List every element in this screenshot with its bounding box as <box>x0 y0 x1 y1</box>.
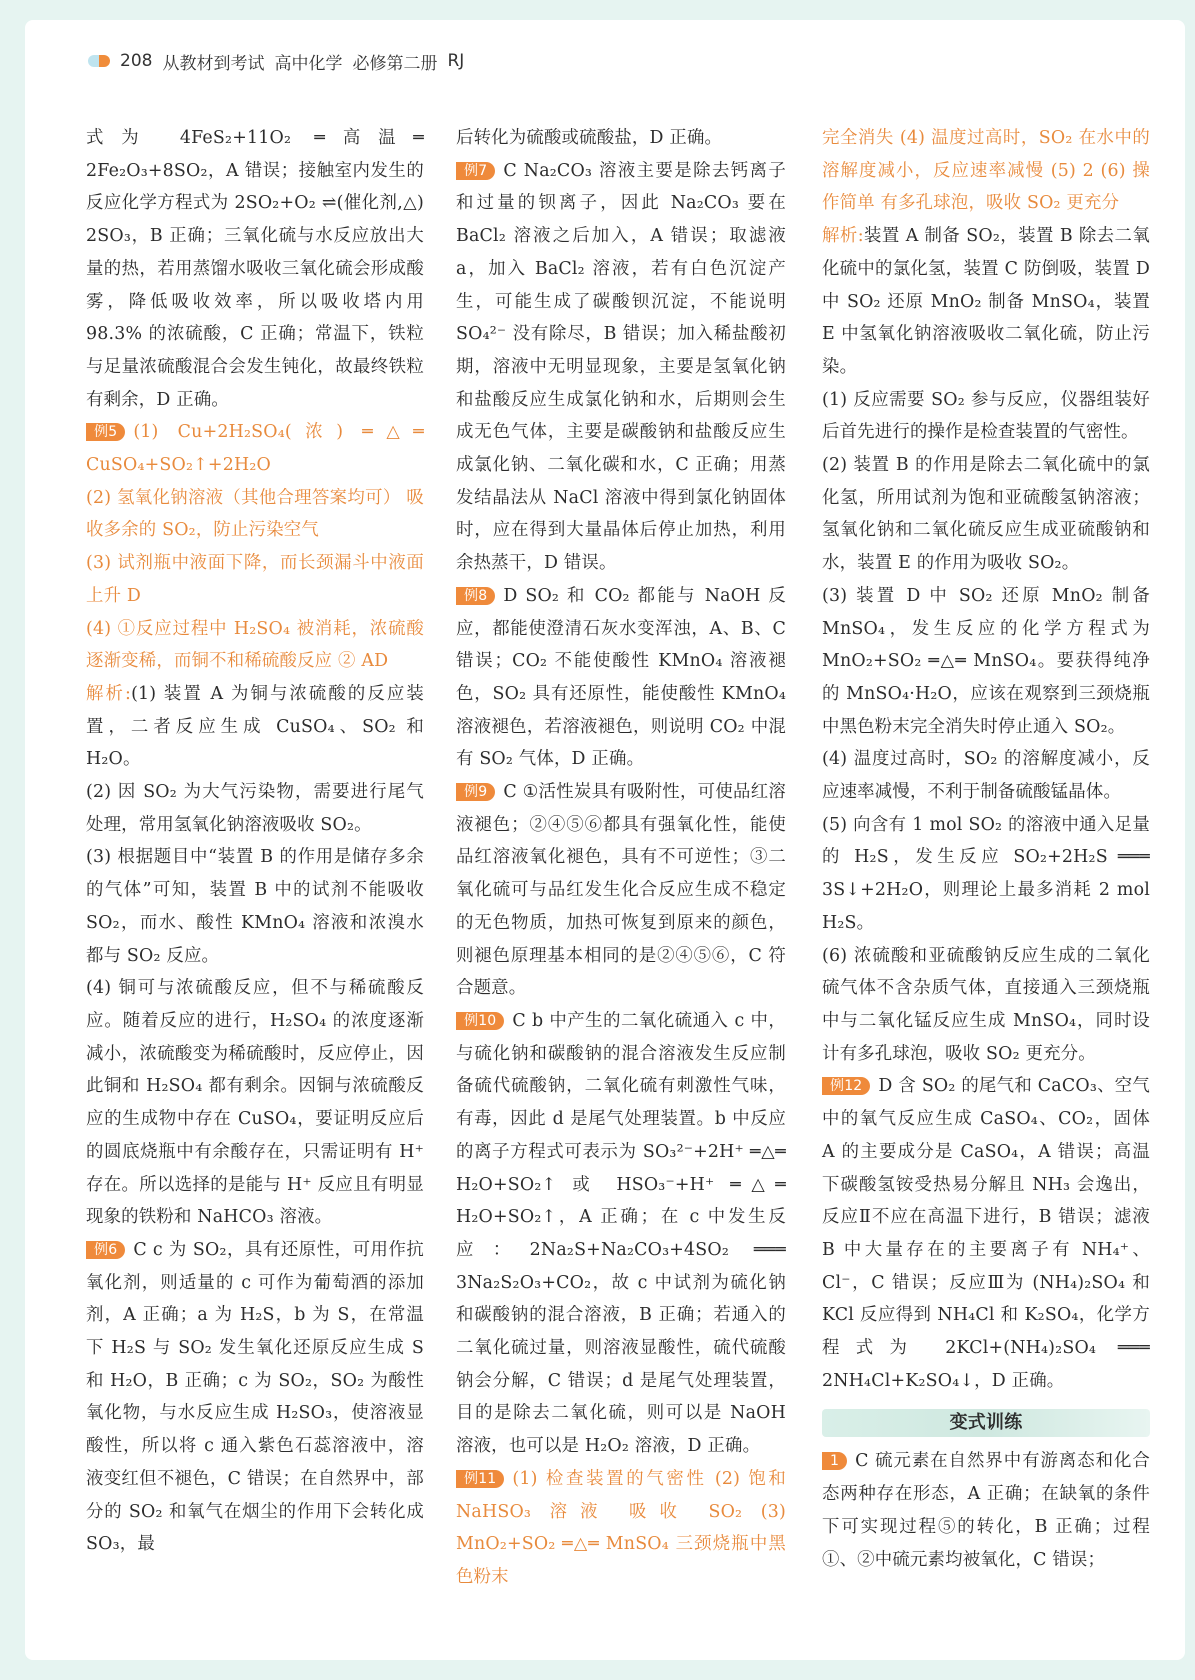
analysis-1: 解析:(1) 装置 A 为铜与浓硫酸的反应装置，二者反应生成 CuSO₄、SO₂ 和 H₂O。 <box>86 683 425 770</box>
analysis-6: (6) 浓硫酸和亚硫酸钠反应生成的二氧化硫气体不含杂质气体，直接通入三颈烧瓶中与二氧化锰反应生成 MnSO₄，同时设计有多孔球泡，吸收 SO₂ 更充分。 <box>822 945 1150 1064</box>
analysis-label: 解析: <box>86 683 132 704</box>
example-tag: 例5 <box>86 423 125 441</box>
book-title: 从教材到考试 <box>162 53 265 74</box>
edition: RJ <box>447 51 465 71</box>
example-5-answer-4: (4) ①反应过程中 H₂SO₄ 被消耗，浓硫酸逐渐变稀，而铜不和稀硫酸反应 ② AD <box>86 618 424 672</box>
page-number: 208 <box>120 51 153 71</box>
analysis-1: (1) 反应需要 SO₂ 参与反应，仪器组装好后首先进行的操作是检查装置的气密性。 <box>822 389 1150 443</box>
page-tab-icon <box>88 55 110 67</box>
analysis-label: 解析: <box>822 226 864 247</box>
example-11: 例11 (1) 检查装置的气密性 (2) 饱和 NaHSO₃ 溶液 吸收 SO₂ (3) MnO₂+SO₂ ═△═ MnSO₄ 三颈烧瓶中黑色粉末 <box>456 1468 786 1587</box>
example-12: 例12 D 含 SO₂ 的尾气和 CaCO₃、空气中的氧气反应生成 CaSO₄、CO₂，固体 A 的主要成分是 CaSO₄，A 错误；高温下碳酸氢铵受热易分解且 NH₃ 会逸出，反应Ⅱ不应在高温下进行，B 错误；滤液 B 中大量存在的主要离子有 NH₄⁺、Cl⁻，C 错误；反应Ⅲ为 (NH₄)₂SO₄ 和 KCl 反应得到 NH₄Cl 和 K₂SO₄，化学方程式为 2KCl+(NH₄)₂SO₄ ═══ 2NH₄Cl+K₂SO₄↓，D 正确。 <box>822 1076 1150 1391</box>
example-tag: 例9 <box>456 783 495 801</box>
column-2 <box>456 122 786 1594</box>
example-10: 例10 C b 中产生的二氧化硫通入 c 中，与硫化钠和碳酸钠的混合溶液发生反应制备硫代硫酸钠，二氧化硫有刺激性气味，有毒，因此 d 是尾气处理装置。b 中反应的离子方程式可表示为 SO₃²⁻+2H⁺ ═△═ H₂O+SO₂↑ 或 HSO₃⁻+H⁺ ═△═ H₂O+SO₂↑，A 正确；在 c 中发生反应：2Na₂S+Na₂CO₃+4SO₂ ═══ 3Na₂S₂O₃+CO₂，故 c 中试剂为硫化钠和碳酸钠的混合溶液，B 正确；若通入的二氧化硫过量，则溶液显酸性，硫代硫酸钠会分解，C 错误；d 是尾气处理装置，目的是除去二氧化硫，则可以是 NaOH 溶液，也可以是 H₂O₂ 溶液，D 正确。 <box>456 1010 786 1457</box>
example-tag: 例6 <box>86 1241 125 1259</box>
section-title: 变式训练 <box>822 1409 1150 1437</box>
analysis-3: (3) 装置 D 中 SO₂ 还原 MnO₂ 制备 MnSO₄，发生反应的化学方程式为 MnO₂+SO₂ ═△═ MnSO₄。要获得纯净的 MnSO₄·H₂O，应该在观察到三颈烧瓶中黑色粉末完全消失时停止通入 SO₂。 <box>822 585 1150 737</box>
analysis-0: 解析:装置 A 制备 SO₂，装置 B 除去二氧化硫中的氯化氢，装置 C 防倒吸，装置 D 中 SO₂ 还原 MnO₂ 制备 MnSO₄，装置 E 中氢氧化钠溶液吸收二氧化硫，防止污染。 <box>822 226 1150 377</box>
analysis-4: (4) 温度过高时，SO₂ 的溶解度减小，反应速率减慢，不利于制备硫酸锰晶体。 <box>822 749 1150 803</box>
example-5-answer-2: (2) 氢氧化钠溶液（其他合理答案均可） 吸收多余的 SO₂，防止污染空气 <box>86 487 424 541</box>
paragraph: 式为 4FeS₂+11O₂ ═高温═ 2Fe₂O₃+8SO₂，A 错误；接触室内发生的反应化学方程式为 2SO₂+O₂ ⇌(催化剂,△) 2SO₃，B 正确；三氧化硫与水反应放出大量的热，若用蒸馏水吸收三氧化硫会形成酸雾，降低吸收效率，所以吸收塔内用 98.3% 的浓硫酸，C 正确；常温下，铁粒与足量浓硫酸混合会发生钝化，故最终铁粒有剩余，D 正确。 <box>86 128 424 410</box>
training-1: 1 C 硫元素在自然界中有游离态和化合态两种存在形态，A 正确；在缺氧的条件下可实现过程⑤的转化，B 正确；过程①、②中硫元素均被氧化，C 错误； <box>822 1451 1150 1570</box>
example-8: 例8 D SO₂ 和 CO₂ 都能与 NaOH 反应，都能使澄清石灰水变浑浊，A、B、C 错误；CO₂ 不能使酸性 KMnO₄ 溶液褪色，SO₂ 具有还原性，能使酸性 KMnO₄ 溶液褪色，若溶液褪色，则说明 CO₂ 中混有 SO₂ 气体，D 正确。 <box>456 585 786 770</box>
example-tag: 例11 <box>456 1470 504 1488</box>
analysis-3: (3) 根据题目中“装置 B 的作用是储存多余的气体”可知，装置 B 中的试剂不能吸收 SO₂，而水、酸性 KMnO₄ 溶液和浓溴水都与 SO₂ 反应。 <box>86 847 424 966</box>
example-tag: 例7 <box>456 162 495 180</box>
training-tag: 1 <box>822 1452 847 1470</box>
example-6: 例6 C c 为 SO₂，具有还原性，可用作抗氧化剂，则适量的 c 可作为葡萄酒的添加剂，A 正确；a 为 H₂S，b 为 S，在常温下 H₂S 与 SO₂ 发生氧化还原反应生成 S 和 H₂O，B 正确；c 为 SO₂，SO₂ 为酸性氧化物，与水反应生成 H₂SO₃，使溶液显酸性，所以将 c 通入紫色石蕊溶液中，溶液变红但不褪色，C 错误；在自然界中，部分的 SO₂ 和氧气在烟尘的作用下会转化成 SO₃，最 <box>86 1239 424 1555</box>
example-5-answer-1: 例5 (1) Cu+2H₂SO₄(浓) ═△═ CuSO₄+SO₂↑+2H₂O <box>86 422 424 476</box>
example-11-continued: 完全消失 (4) 温度过高时，SO₂ 在水中的溶解度减小，反应速率减慢 (5) 2 (6) 操作简单 有多孔球泡，吸收 SO₂ 更充分 <box>822 128 1150 214</box>
example-9: 例9 C ①活性炭具有吸附性，可使品红溶液褪色；②④⑤⑥都具有强氧化性，能使品红溶液氧化褪色，具有不可逆性；③二氧化硫可与品红发生化合反应生成不稳定的无色物质，加热可恢复到原来的颜色，则褪色原理基本相同的是②④⑤⑥，C 符合题意。 <box>456 782 786 999</box>
analysis-4: (4) 铜可与浓硫酸反应，但不与稀硫酸反应。随着反应的进行，H₂SO₄ 的浓度逐渐减小，浓硫酸变为稀硫酸时，反应停止，因此铜和 H₂SO₄ 都有剩余。因铜与浓硫酸反应的生成物中存在 CuSO₄，要证明反应后的圆底烧瓶中有余酸存在，只需证明有 H⁺ 存在。所以选择的是能与 H⁺ 反应且有明显现象的铁粉和 NaHCO₃ 溶液。 <box>86 978 424 1228</box>
footer-band <box>0 1660 1195 1680</box>
column-3 <box>822 122 1150 1576</box>
volume: 必修第二册 <box>352 53 438 74</box>
page-header <box>88 46 464 76</box>
column-1 <box>86 122 424 1561</box>
example-tag: 例10 <box>456 1012 504 1030</box>
example-7: 例7 C Na₂CO₃ 溶液主要是除去钙离子和过量的钡离子，因此 Na₂CO₃ 要在 BaCl₂ 溶液之后加入，A 错误；取滤液 a，加入 BaCl₂ 溶液，若有白色沉淀产生，可能生成了碳酸钡沉淀，不能说明 SO₄²⁻ 没有除尽，B 错误；加入稀盐酸初期，溶液中无明显现象，主要是氢氧化钠和盐酸反应生成氯化钠和水，后期则会生成无色气体，主要是碳酸钠和盐酸反应生成氯化钠、二氧化碳和水，C 正确；用蒸发结晶法从 NaCl 溶液中得到氯化钠固体时，应在得到大量晶体后停止加热，利用余热蒸干，D 错误。 <box>456 160 786 574</box>
example-5-answer-3: (3) 试剂瓶中液面下降，而长颈漏斗中液面上升 D <box>86 553 424 606</box>
analysis-2: (2) 因 SO₂ 为大气污染物，需要进行尾气处理，常用氢氧化钠溶液吸收 SO₂。 <box>86 782 424 835</box>
subject: 高中化学 <box>274 53 343 74</box>
paragraph: 后转化为硫酸或硫酸盐，D 正确。 <box>456 128 723 148</box>
example-tag: 例12 <box>822 1077 870 1095</box>
analysis-2: (2) 装置 B 的作用是除去二氧化硫中的氯化氢，所用试剂为饱和亚硫酸氢钠溶液；氢氧化钠和二氧化硫反应生成亚硫酸钠和水，装置 E 的作用为吸收 SO₂。 <box>822 455 1150 574</box>
analysis-5: (5) 向含有 1 mol SO₂ 的溶液中通入足量的 H₂S，发生反应 SO₂+2H₂S ═══ 3S↓+2H₂O，则理论上最多消耗 2 mol H₂S。 <box>822 814 1150 933</box>
example-tag: 例8 <box>456 587 495 605</box>
